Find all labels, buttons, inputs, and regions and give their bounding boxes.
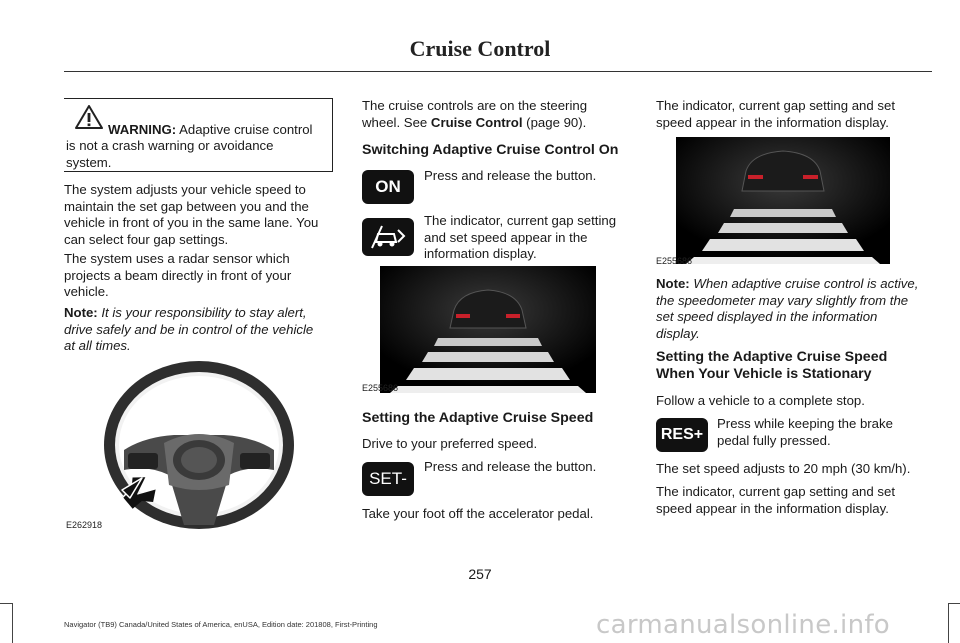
follow-instruction: Follow a vehicle to a complete stop. <box>656 393 865 408</box>
warning-icon <box>74 104 104 130</box>
text-line: vehicle in front of you in the same lane. You <box>64 215 319 230</box>
crop-mark <box>0 603 12 604</box>
note-label: Note: <box>64 305 98 320</box>
right-intro <box>656 98 936 131</box>
paragraph-radar <box>64 251 339 301</box>
crop-mark <box>948 603 949 643</box>
intro-paragraph <box>362 98 642 131</box>
crop-mark <box>12 603 13 643</box>
text-line: The indicator, current gap setting and set <box>656 484 895 499</box>
note-label: Note: <box>656 276 690 291</box>
section-heading <box>656 349 887 383</box>
foot-instruction: Take your foot off the accelerator pedal. <box>362 506 594 521</box>
note-text: When adaptive cruise control is active, <box>693 276 919 291</box>
on-instruction: Press and release the button. <box>424 168 597 183</box>
image-code: E262918 <box>66 520 103 530</box>
note-text: at all times. <box>64 338 131 353</box>
header-rule <box>64 71 932 72</box>
paragraph-gap <box>64 182 339 248</box>
steering-wheel-illustration <box>64 355 334 535</box>
drive-instruction: Drive to your preferred speed. <box>362 436 538 451</box>
section-heading: Setting the Adaptive Cruise Speed <box>362 410 594 426</box>
crop-mark <box>948 603 960 604</box>
text-line: speed appear in the information display. <box>656 114 889 130</box>
note-text: display. <box>656 325 700 341</box>
pointer-arrow-icon <box>112 468 152 508</box>
gap-display-image <box>380 266 596 393</box>
text-line: The system adjusts your vehicle speed to <box>64 182 306 197</box>
warning-text: Adaptive cruise control <box>179 122 313 137</box>
note-text: drive safely and be in control of the vehicle <box>64 321 314 337</box>
text-line: (page 90). <box>522 114 587 130</box>
note-text: the speedometer may vary slightly from the <box>656 292 909 308</box>
note-text: It is your responsibility to stay alert, <box>101 305 307 320</box>
page-title: Cruise Control <box>409 36 551 61</box>
note-text: set speed displayed in the information <box>656 309 878 324</box>
text-line: speed appear in the information display. <box>656 500 889 516</box>
adaptive-cruise-indicator-icon <box>362 218 414 256</box>
text-line: pedal fully pressed. <box>717 432 831 448</box>
text-line: projects a beam directly in front of your <box>64 267 292 283</box>
section-heading: Switching Adaptive Cruise Control On <box>362 142 619 158</box>
warning-label: WARNING: <box>108 122 177 137</box>
edition-line: Navigator (TB9) Canada/United States of America, enUSA, Edition date: 201808, First-Printing <box>64 620 378 629</box>
image-code: E255686 <box>656 256 693 266</box>
set-speed-text: The set speed adjusts to 20 mph (30 km/h). <box>656 461 911 476</box>
text-line: and set speed appear in the <box>424 229 588 245</box>
watermark: carmanualsonline.info <box>596 610 891 640</box>
res-plus-button-icon: RES+ <box>656 418 708 452</box>
page-number: 257 <box>468 566 492 582</box>
text-line: vehicle. <box>64 284 109 299</box>
warning-text-line: system. <box>66 154 112 170</box>
text-line: information display. <box>424 246 537 261</box>
res-instruction <box>717 416 927 449</box>
text-line: wheel. See <box>362 114 431 130</box>
gap-display-image <box>676 137 890 264</box>
right-indicator-paragraph <box>656 484 941 517</box>
set-minus-button-icon: SET- <box>362 462 414 496</box>
text-line: The indicator, current gap setting and set <box>656 98 895 113</box>
indicator-paragraph <box>424 213 634 263</box>
text-line: maintain the set gap between you and the <box>64 198 309 214</box>
warning-text-line: is not a crash warning or avoidance <box>66 138 274 153</box>
set-instruction: Press and release the button. <box>424 459 597 474</box>
image-code: E255686 <box>362 383 399 393</box>
note-responsibility <box>64 305 339 355</box>
text-line: The system uses a radar sensor which <box>64 251 290 266</box>
note-speedometer <box>656 276 941 342</box>
text-line: can select four gap settings. <box>64 231 229 247</box>
heading-line: When Your Vehicle is Stationary <box>656 366 872 382</box>
text-line: The cruise controls are on the steering <box>362 98 588 113</box>
cross-reference-link[interactable]: Cruise Control <box>430 114 523 130</box>
on-button-icon: ON <box>362 170 414 204</box>
text-line: Press while keeping the brake <box>717 416 893 431</box>
text-line: The indicator, current gap setting <box>424 213 617 228</box>
heading-line: Setting the Adaptive Cruise Speed <box>656 349 888 365</box>
